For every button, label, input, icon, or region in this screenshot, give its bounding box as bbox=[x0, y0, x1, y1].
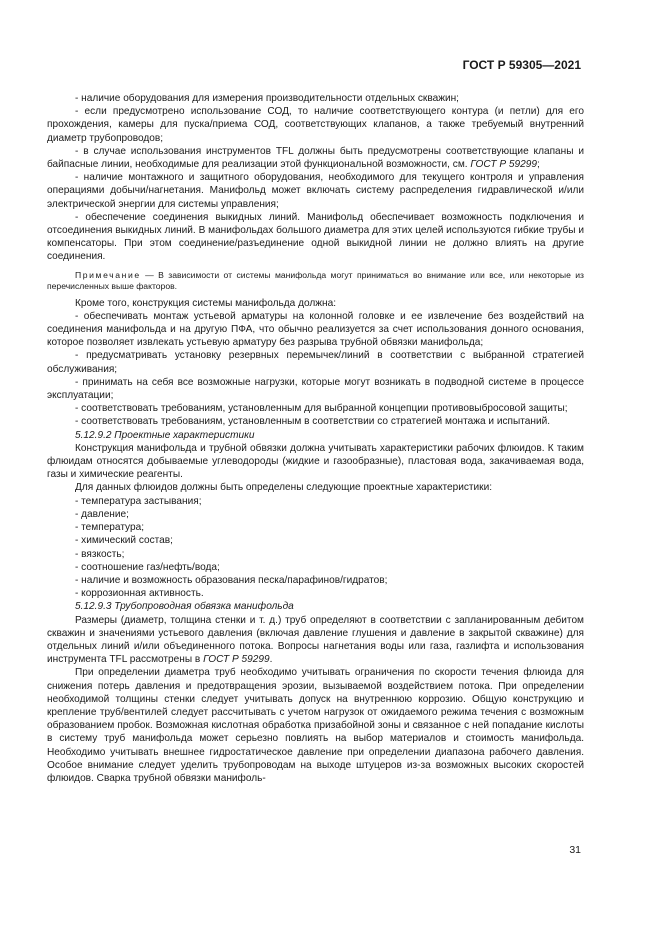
section-heading bbox=[47, 600, 584, 613]
list-item: - давление; bbox=[75, 508, 129, 520]
list-item-text: - в случае использования инструментов TFL должны быть предусмотрены соответствующие клапаны и байпасные линии, необходимые для реализации этой функциональной возможности, см. bbox=[47, 145, 584, 171]
list-item: - химический состав; bbox=[75, 535, 173, 547]
list-item: - соотношение газ/нефть/вода; bbox=[75, 561, 220, 573]
paragraph: Для данных флюидов должны быть определены следующие проектные характеристики: bbox=[75, 482, 493, 494]
list-item: - температура; bbox=[75, 522, 145, 534]
standard-reference: ГОСТ Р 59299 bbox=[203, 654, 270, 666]
list-item: - коррозионная активность. bbox=[75, 588, 204, 600]
note bbox=[47, 270, 584, 293]
note-label: Примечание bbox=[75, 269, 141, 280]
list-item: - соответствовать требованиям, установленным в соответствии со стратегией монтажа и испытаний. bbox=[75, 416, 551, 428]
paragraph: Конструкция манифольда и трубной обвязки должна учитывать характеристики рабочих флюидов. К таким флюидам относятся добываемые углеводороды (жидкие и газообразные), пластовая вода, закачиваемая вода, газы и химические реагенты. bbox=[47, 442, 584, 481]
list-item: - соответствовать требованиям, установленным для выбранной концепции противовыбросовой защиты; bbox=[75, 403, 568, 415]
punctuation: . bbox=[269, 654, 273, 666]
list-item: - если предусмотрено использование СОД, то наличие соответствующего контура (и петли) для его прохождения, камеры для пуска/приема СОД, соответствующих клапанов, а также требуемый внутренний диаметр трубопроводов; bbox=[47, 106, 584, 144]
paragraph: Кроме того, конструкция системы манифольда должна: bbox=[75, 297, 336, 309]
punctuation: ; bbox=[536, 159, 540, 171]
list-item: - обеспечивать монтаж устьевой арматуры на колонной головке и ее извлечение без воздействий на соединения манифольда и на другую ПФА, что обычно реализуется за счет использования донного основания, которое позволяет извлекать устьевую арматуру без разрыва трубной обвязки манифольда; bbox=[47, 310, 584, 349]
list-item: - принимать на себя все возможные нагрузки, которые могут возникать в подводной системе в процессе эксплуатации; bbox=[47, 376, 584, 402]
list-item: - наличие оборудования для измерения производительности отдельных скважин; bbox=[75, 93, 459, 104]
document-id: ГОСТ Р 59305—2021 bbox=[462, 58, 581, 72]
list-item: - температура застывания; bbox=[75, 495, 202, 507]
note-text: — В зависимости от системы манифольда могут приниматься во внимание или все, или некоторые из перечисленных выше факторов. bbox=[47, 269, 584, 292]
page-number: 31 bbox=[569, 844, 581, 856]
list-item: - вязкость; bbox=[75, 548, 125, 560]
list-item: - наличие монтажного и защитного оборудования, необходимого для текущего контроля и управления операциями добычи/нагнетания. Манифольд может включать систему распределения гидравлической и/или электрической энергии для системы управления; bbox=[47, 172, 584, 210]
paragraph-text: Размеры (диаметр, толщина стенки и т. д.) труб определяют в соответствии с запланированным дебитом скважин и значениями устьевого давления (включая давление глушения и давление в закрытой скважине) для отдельных линий и/или объединенного потока. Вопросы нагнетания воды или газа, газлифта и использования инструмента TFL рассмотрены в bbox=[47, 614, 584, 666]
list-item: - обеспечение соединения выкидных линий. Манифольд обеспечивает возможность подключения и отсоединения выкидных линий. В манифольдах большого диаметра для этих целей используются гибкие трубы и компенсаторы. При этом соединение/разъединение одной выкидной линии не должно влиять на другие соединения. bbox=[47, 211, 584, 263]
section-heading-text: 5.12.9.3 Трубопроводная обвязка манифольда bbox=[75, 601, 294, 613]
paragraph: При определении диаметра труб необходимо учитывать ограничения по скорости течения флюида для снижения потерь давления и предотвращения эрозии, вызываемой воздействием потока. При определении необходимой толщины стенки следует учитывать допуск на внутреннюю коррозию. Общую конструкцию и крепление труб/вентилей следует рассчитывать с учетом нагрузок от ожидаемого режима течения с возможным образованием пробок. Возможная кислотная обработка призабойной зоны и связанное с ней попадание кислоты в систему труб манифольда может серьезно повлиять на выбор материалов и стоимость манифольда. Необходимо учитывать внешнее гидростатическое давление при определении диапазона рабочего давления. Особое внимание следует уделить трубопроводам на выходе штуцеров из-за возможных высоких скоростей флюидов. Сварка трубной обвязки манифоль- bbox=[47, 667, 584, 784]
list-item: - предусматривать установку резервных перемычек/линий в соответствии с выбранной стратегией обслуживания; bbox=[47, 350, 584, 375]
section-heading bbox=[47, 429, 584, 442]
section-heading-text: 5.12.9.2 Проектные характеристики bbox=[75, 429, 255, 441]
standard-reference: ГОСТ Р 59299 bbox=[470, 159, 537, 171]
list-item: - наличие и возможность образования песка/парафинов/гидратов; bbox=[75, 574, 388, 586]
paragraph bbox=[47, 614, 584, 667]
page-body bbox=[47, 92, 584, 785]
list-item bbox=[47, 145, 584, 171]
